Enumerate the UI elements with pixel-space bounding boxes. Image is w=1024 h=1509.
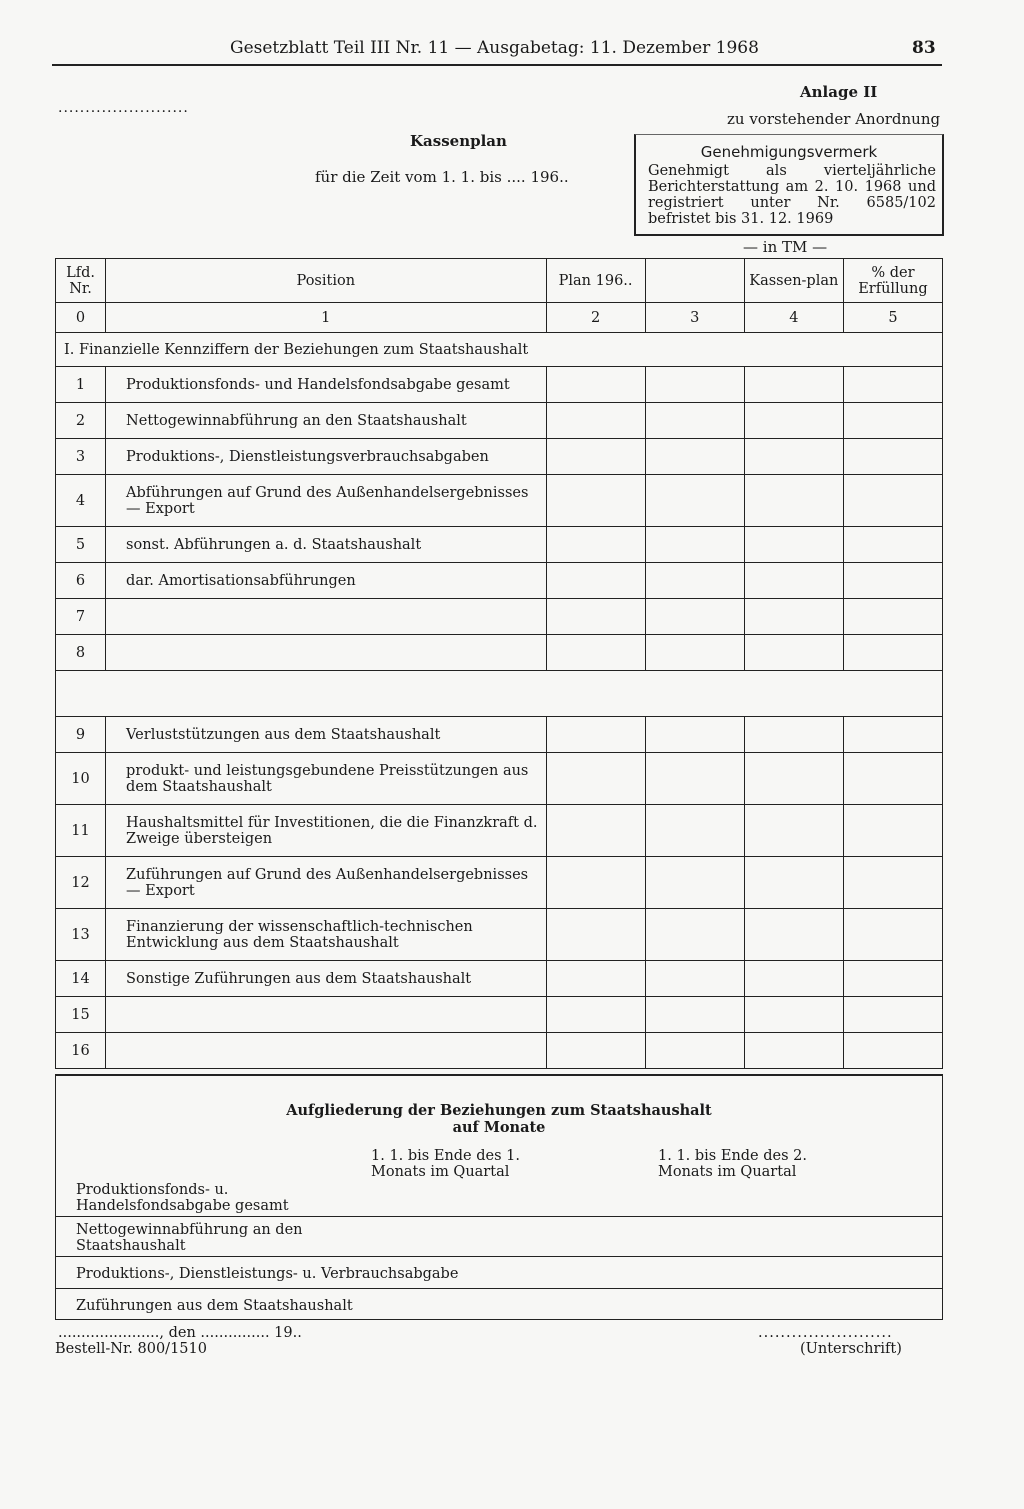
erfuellung-cell bbox=[843, 599, 942, 635]
col3-cell bbox=[645, 857, 744, 909]
erfuellung-cell bbox=[843, 563, 942, 599]
row-number: 1 bbox=[56, 367, 106, 403]
table-row bbox=[56, 563, 943, 599]
erfuellung-cell bbox=[843, 1033, 942, 1069]
dotted-blank-line: ........................ bbox=[58, 100, 189, 116]
plan-cell bbox=[546, 909, 645, 961]
signature-label: (Unterschrift) bbox=[800, 1341, 902, 1357]
row-number: 16 bbox=[56, 1033, 106, 1069]
erfuellung-cell bbox=[843, 635, 942, 671]
divider bbox=[56, 1256, 942, 1257]
index-cell: 4 bbox=[744, 303, 843, 333]
unit-label: — in TM — bbox=[743, 238, 828, 256]
header-position: Position bbox=[106, 259, 546, 303]
plan-cell bbox=[546, 599, 645, 635]
header-rule bbox=[52, 64, 942, 66]
erfuellung-cell bbox=[843, 475, 942, 527]
row-position: sonst. Abführungen a. d. Staatshaushalt bbox=[106, 527, 546, 563]
row-position bbox=[106, 599, 546, 635]
plan-cell bbox=[546, 367, 645, 403]
kassenplan-cell bbox=[744, 367, 843, 403]
kassenplan-cell bbox=[744, 599, 843, 635]
erfuellung-cell bbox=[843, 857, 942, 909]
erfuellung-cell bbox=[843, 367, 942, 403]
row-position: Haushaltsmittel für Investitionen, die die Finanzkraft d. Zweige übersteigen bbox=[106, 805, 546, 857]
document-title: Kassenplan bbox=[410, 132, 507, 150]
col3-cell bbox=[645, 599, 744, 635]
row-number: 13 bbox=[56, 909, 106, 961]
plan-cell bbox=[546, 961, 645, 997]
index-cell: 1 bbox=[106, 303, 546, 333]
breakdown-title-line2: auf Monate bbox=[452, 1119, 546, 1136]
breakdown-row: Produktionsfonds- u. Handelsfondsabgabe gesamt bbox=[76, 1182, 289, 1214]
plan-cell bbox=[546, 475, 645, 527]
table-row bbox=[56, 403, 943, 439]
erfuellung-cell bbox=[843, 439, 942, 475]
erfuellung-cell bbox=[843, 805, 942, 857]
erfuellung-cell bbox=[843, 717, 942, 753]
table-row bbox=[56, 997, 943, 1033]
index-row bbox=[56, 303, 943, 333]
col3-cell bbox=[645, 753, 744, 805]
index-cell: 2 bbox=[546, 303, 645, 333]
col3-cell bbox=[645, 403, 744, 439]
row-number: 10 bbox=[56, 753, 106, 805]
col3-cell bbox=[645, 563, 744, 599]
header-kassenplan: Kassen-plan bbox=[744, 259, 843, 303]
col3-cell bbox=[645, 805, 744, 857]
table-row bbox=[56, 1033, 943, 1069]
col3-cell bbox=[645, 997, 744, 1033]
plan-cell bbox=[546, 1033, 645, 1069]
col3-cell bbox=[645, 717, 744, 753]
approval-text: Genehmigt als vierteljährliche Berichterstattung am 2. 10. 1968 und registriert unter Nr. 6585/102 befristet bis 31. 12. 1969 bbox=[648, 163, 936, 227]
kassenplan-cell bbox=[744, 475, 843, 527]
row-position bbox=[106, 997, 546, 1033]
table-row bbox=[56, 717, 943, 753]
spacer-row bbox=[56, 671, 943, 717]
header-col3 bbox=[645, 259, 744, 303]
breakdown-title bbox=[56, 1102, 942, 1136]
anlage-title: Anlage II bbox=[800, 83, 878, 101]
row-number: 2 bbox=[56, 403, 106, 439]
kassenplan-cell bbox=[744, 563, 843, 599]
kassenplan-cell bbox=[744, 717, 843, 753]
breakdown-col-month1: 1. 1. bis Ende des 1. Monats im Quartal bbox=[371, 1148, 521, 1180]
breakdown-row: Nettogewinnabführung an den Staatshaushalt bbox=[76, 1222, 303, 1254]
row-number: 11 bbox=[56, 805, 106, 857]
header-lfd-nr: Lfd. Nr. bbox=[56, 259, 106, 303]
row-position: Finanzierung der wissenschaftlich-technischen Entwicklung aus dem Staatshaushalt bbox=[106, 909, 546, 961]
anlage-subtitle: zu vorstehender Anordnung bbox=[727, 110, 941, 128]
col3-cell bbox=[645, 1033, 744, 1069]
kassenplan-cell bbox=[744, 403, 843, 439]
kassenplan-cell bbox=[744, 961, 843, 997]
plan-cell bbox=[546, 635, 645, 671]
kassenplan-cell bbox=[744, 1033, 843, 1069]
table-row bbox=[56, 599, 943, 635]
breakdown-title-line1: Aufgliederung der Beziehungen zum Staatshaushalt bbox=[286, 1102, 712, 1119]
kassenplan-table bbox=[55, 258, 943, 1069]
table-row bbox=[56, 367, 943, 403]
col3-cell bbox=[645, 475, 744, 527]
row-number: 15 bbox=[56, 997, 106, 1033]
table-row bbox=[56, 439, 943, 475]
table-row bbox=[56, 805, 943, 857]
table-row bbox=[56, 753, 943, 805]
row-position: Produktions-, Dienstleistungsverbrauchsabgaben bbox=[106, 439, 546, 475]
erfuellung-cell bbox=[843, 527, 942, 563]
erfuellung-cell bbox=[843, 909, 942, 961]
kassenplan-cell bbox=[744, 909, 843, 961]
col3-cell bbox=[645, 961, 744, 997]
erfuellung-cell bbox=[843, 753, 942, 805]
kassenplan-cell bbox=[744, 753, 843, 805]
table-row bbox=[56, 909, 943, 961]
row-number: 12 bbox=[56, 857, 106, 909]
place-date-line: ......................, den ............... 19.. bbox=[58, 1325, 302, 1341]
row-position bbox=[106, 1033, 546, 1069]
approval-stamp bbox=[634, 134, 944, 236]
order-number: Bestell-Nr. 800/1510 bbox=[55, 1341, 207, 1357]
table-row bbox=[56, 475, 943, 527]
table-row bbox=[56, 635, 943, 671]
kassenplan-cell bbox=[744, 635, 843, 671]
table-row bbox=[56, 857, 943, 909]
header-plan: Plan 196.. bbox=[546, 259, 645, 303]
approval-title: Genehmigungsvermerk bbox=[700, 143, 878, 161]
plan-cell bbox=[546, 527, 645, 563]
erfuellung-cell bbox=[843, 997, 942, 1033]
header-title: Gesetzblatt Teil III Nr. 11 — Ausgabetag: 11. Dezember 1968 bbox=[230, 38, 759, 58]
breakdown-col-month2: 1. 1. bis Ende des 2. Monats im Quartal bbox=[658, 1148, 808, 1180]
row-position: produkt- und leistungsgebundene Preisstützungen aus dem Staatshaushalt bbox=[106, 753, 546, 805]
index-cell: 0 bbox=[56, 303, 106, 333]
col3-cell bbox=[645, 367, 744, 403]
row-position bbox=[106, 635, 546, 671]
row-number: 4 bbox=[56, 475, 106, 527]
row-position: Sonstige Zuführungen aus dem Staatshaushalt bbox=[106, 961, 546, 997]
plan-cell bbox=[546, 997, 645, 1033]
col3-cell bbox=[645, 909, 744, 961]
monthly-breakdown-box bbox=[55, 1074, 943, 1320]
row-number: 7 bbox=[56, 599, 106, 635]
kassenplan-cell bbox=[744, 997, 843, 1033]
divider bbox=[56, 1216, 942, 1217]
section-row bbox=[56, 333, 943, 367]
breakdown-row: Produktions-, Dienstleistungs- u. Verbrauchsabgabe bbox=[76, 1266, 459, 1282]
row-number: 14 bbox=[56, 961, 106, 997]
plan-cell bbox=[546, 717, 645, 753]
row-number: 8 bbox=[56, 635, 106, 671]
plan-cell bbox=[546, 857, 645, 909]
col3-cell bbox=[645, 439, 744, 475]
row-number: 5 bbox=[56, 527, 106, 563]
row-position: Produktionsfonds- und Handelsfondsabgabe gesamt bbox=[106, 367, 546, 403]
spacer-cell bbox=[56, 671, 943, 717]
erfuellung-cell bbox=[843, 961, 942, 997]
index-cell: 3 bbox=[645, 303, 744, 333]
col3-cell bbox=[645, 635, 744, 671]
table-row bbox=[56, 527, 943, 563]
plan-cell bbox=[546, 805, 645, 857]
row-position: Zuführungen auf Grund des Außenhandelsergebnisses — Export bbox=[106, 857, 546, 909]
kassenplan-cell bbox=[744, 857, 843, 909]
erfuellung-cell bbox=[843, 403, 942, 439]
plan-cell bbox=[546, 403, 645, 439]
row-position: dar. Amortisationsabführungen bbox=[106, 563, 546, 599]
plan-cell bbox=[546, 563, 645, 599]
header-erfuellung: % der Erfüllung bbox=[843, 259, 942, 303]
row-position: Nettogewinnabführung an den Staatshaushalt bbox=[106, 403, 546, 439]
row-number: 3 bbox=[56, 439, 106, 475]
divider bbox=[56, 1288, 942, 1289]
row-position: Verluststützungen aus dem Staatshaushalt bbox=[106, 717, 546, 753]
signature-line: ........................ bbox=[758, 1325, 893, 1341]
row-number: 9 bbox=[56, 717, 106, 753]
col3-cell bbox=[645, 527, 744, 563]
plan-cell bbox=[546, 753, 645, 805]
period-line: für die Zeit vom 1. 1. bis .... 196.. bbox=[315, 168, 569, 186]
index-cell: 5 bbox=[843, 303, 942, 333]
kassenplan-cell bbox=[744, 527, 843, 563]
row-position: Abführungen auf Grund des Außenhandelsergebnisses — Export bbox=[106, 475, 546, 527]
kassenplan-cell bbox=[744, 439, 843, 475]
section-title: I. Finanzielle Kennziffern der Beziehungen zum Staatshaushalt bbox=[56, 333, 943, 367]
table-row bbox=[56, 961, 943, 997]
page-number: 83 bbox=[912, 38, 936, 58]
plan-cell bbox=[546, 439, 645, 475]
row-number: 6 bbox=[56, 563, 106, 599]
breakdown-row: Zuführungen aus dem Staatshaushalt bbox=[76, 1298, 353, 1314]
kassenplan-cell bbox=[744, 805, 843, 857]
